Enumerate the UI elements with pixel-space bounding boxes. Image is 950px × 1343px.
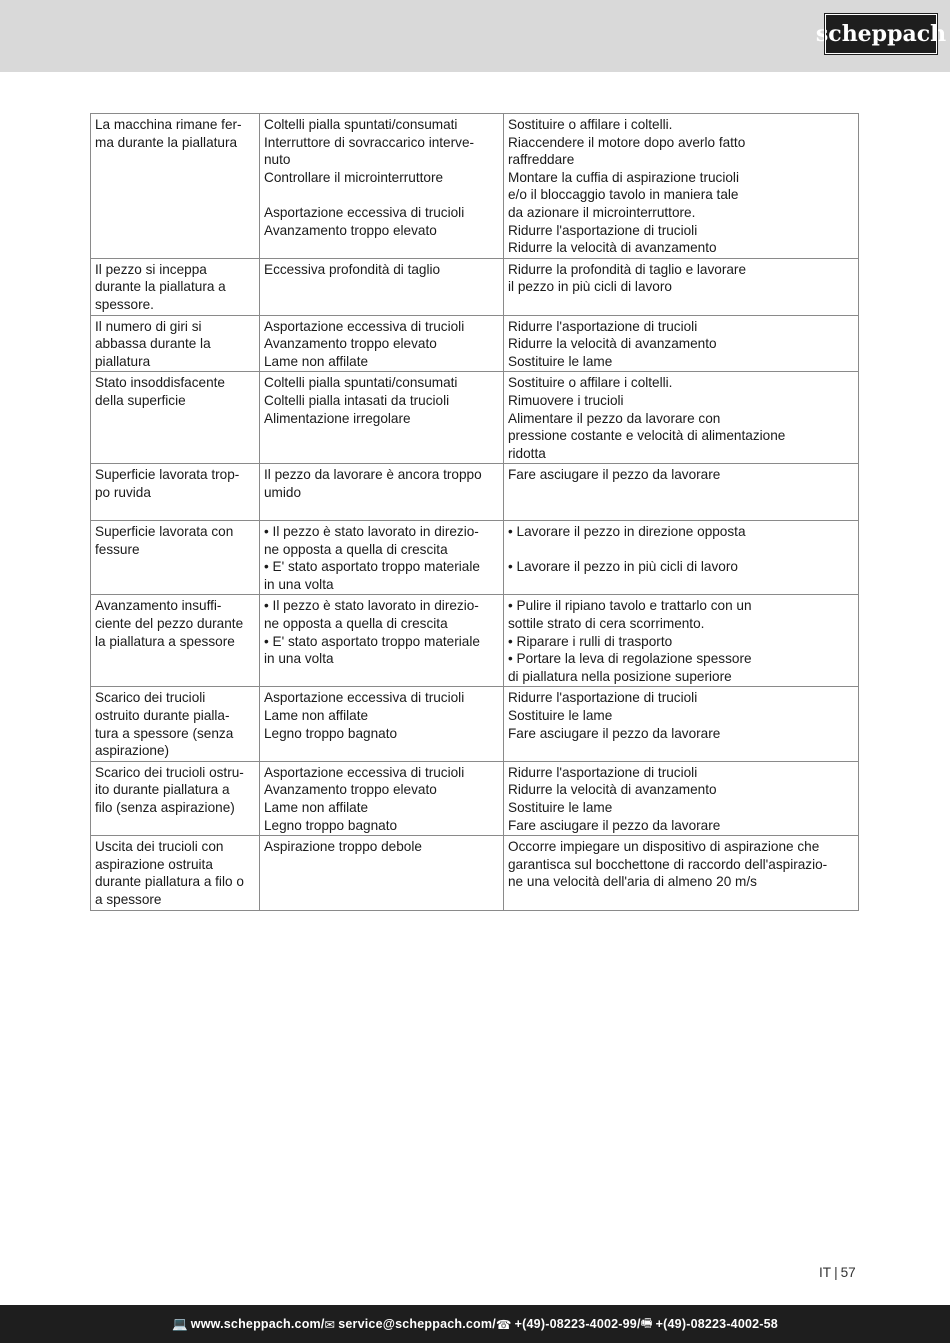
cell-line: piallatura — [95, 353, 151, 369]
remedy-cell — [504, 372, 859, 464]
cell-line: Asportazione eccessiva di trucioli — [264, 318, 465, 334]
cell-line — [264, 186, 499, 204]
problem-cell — [91, 521, 260, 595]
cause-cell — [260, 595, 504, 687]
cell-line: Sostituire le lame — [508, 708, 613, 723]
cell-line: ridotta — [508, 445, 546, 461]
cell-line: in una volta — [264, 651, 334, 667]
cell-line: • Il pezzo è stato lavorato in direzio- — [264, 598, 479, 614]
cell-line: Occorre impiegare un dispositivo di aspirazione che — [508, 839, 820, 855]
cause-cell — [260, 315, 504, 372]
remedy-cell — [504, 315, 859, 372]
cell-line: Avanzamento troppo elevato — [264, 222, 437, 238]
cell-line: ne opposta a quella di crescita — [264, 616, 448, 632]
header-band — [0, 0, 950, 72]
cell-line: Superficie lavorata con — [95, 524, 234, 540]
brand-logo: scheppach — [825, 14, 937, 54]
cause-cell — [260, 521, 504, 595]
page-language: IT — [819, 1265, 832, 1280]
cause-cell — [260, 258, 504, 315]
cell-line: Asportazione eccessiva di trucioli — [264, 690, 465, 706]
cell-line: ostruito durante pialla- — [95, 708, 230, 723]
cell-line: il pezzo in più cicli di lavoro — [508, 279, 672, 295]
problem-cell — [91, 836, 260, 910]
footer-website-link[interactable]: www.scheppach.com — [190, 1317, 321, 1331]
cell-line: ne una velocità dell'aria di almeno 20 m/s — [508, 874, 757, 890]
cell-line: Alimentare il pezzo da lavorare con — [508, 410, 721, 426]
remedy-cell — [504, 836, 859, 910]
cell-line: Il pezzo da lavorare è ancora troppo — [264, 467, 482, 483]
cell-line: • Portare la leva di regolazione spessore — [508, 651, 752, 667]
cell-line: Asportazione eccessiva di trucioli — [264, 764, 465, 780]
cell-line: Eccessiva profondità di taglio — [264, 261, 441, 277]
cause-cell — [260, 836, 504, 910]
cell-line: filo (senza aspirazione) — [95, 799, 235, 815]
cell-line: • Pulire il ripiano tavolo e trattarlo con un — [508, 598, 752, 614]
cell-line: Ridurre la profondità di taglio e lavorare — [508, 261, 747, 277]
fax-icon: 🖷 — [640, 1315, 653, 1330]
remedy-cell — [504, 258, 859, 315]
cell-line: tura a spessore (senza — [95, 725, 234, 741]
cell-line: • Riparare i rulli di trasporto — [508, 633, 673, 649]
cell-line: Scarico dei trucioli — [95, 690, 206, 706]
remedy-cell — [504, 595, 859, 687]
cell-line: sottile strato di cera scorrimento. — [508, 616, 705, 632]
cell-line: Legno troppo bagnato — [264, 725, 398, 741]
cell-line: La macchina rimane fer- — [95, 117, 242, 132]
footer-separator: / — [492, 1317, 496, 1331]
remedy-cell — [504, 464, 859, 521]
problem-cell — [91, 315, 260, 372]
cause-cell — [260, 114, 504, 259]
table-row — [91, 687, 859, 761]
cell-line: ciente del pezzo durante — [95, 616, 244, 632]
cause-cell — [260, 464, 504, 521]
cell-line: abbassa durante la — [95, 336, 211, 352]
cell-line — [264, 501, 499, 519]
cell-line: Ridurre l'asportazione di trucioli — [508, 690, 698, 706]
cell-line: Interruttore di sovraccarico interve- — [264, 134, 475, 150]
table-row — [91, 761, 859, 835]
cell-line: Sostituire o affilare i coltelli. — [508, 117, 673, 132]
cell-line: Avanzamento insuffi- — [95, 598, 222, 614]
troubleshooting-table — [90, 113, 859, 911]
cell-line: Riaccendere il motore dopo averlo fatto — [508, 134, 746, 150]
problem-cell — [91, 595, 260, 687]
cell-line: fessure — [95, 541, 140, 557]
cell-line: Fare asciugare il pezzo da lavorare — [508, 817, 721, 833]
remedy-cell — [504, 687, 859, 761]
table-row — [91, 315, 859, 372]
footer-separator: / — [320, 1317, 325, 1331]
cell-line: Ridurre la velocità di avanzamento — [508, 336, 717, 352]
cell-line: Ridurre la velocità di avanzamento — [508, 782, 717, 798]
cell-line: Superficie lavorata trop- — [95, 467, 240, 483]
cell-line: umido — [264, 484, 302, 500]
cell-line — [95, 501, 255, 519]
footer-contact-bar — [0, 1305, 950, 1343]
cell-line: Avanzamento troppo elevato — [264, 336, 437, 352]
cell-line: Asportazione eccessiva di trucioli — [264, 204, 465, 220]
table-row — [91, 372, 859, 464]
cell-line: • Lavorare il pezzo in direzione opposta — [508, 524, 746, 540]
cell-line: ito durante piallatura a — [95, 782, 230, 798]
page-number-value: 57 — [840, 1265, 856, 1280]
remedy-cell — [504, 521, 859, 595]
problem-cell — [91, 372, 260, 464]
footer-fax: +(49)-08223-4002-58 — [655, 1317, 778, 1331]
cell-line: Coltelli pialla intasati da trucioli — [264, 392, 450, 408]
cell-line: Il pezzo si inceppa — [95, 261, 207, 277]
cell-line: Sostituire o affilare i coltelli. — [508, 375, 673, 391]
cell-line: Scarico dei trucioli ostru- — [95, 764, 244, 780]
cell-line: Alimentazione irregolare — [264, 410, 411, 426]
cell-line: aspirazione) — [95, 743, 170, 759]
cell-line: • E' stato asportato troppo materiale — [264, 633, 480, 649]
cell-line: nuto — [264, 152, 291, 168]
table-row — [91, 114, 859, 259]
computer-icon: 💻 — [172, 1316, 188, 1331]
table-row — [91, 836, 859, 910]
cell-line: Fare asciugare il pezzo da lavorare — [508, 725, 721, 741]
cell-line: Coltelli pialla spuntati/consumati — [264, 375, 458, 391]
cell-line: e/o il bloccaggio tavolo in maniera tale — [508, 187, 739, 203]
cell-line: in una volta — [264, 576, 334, 592]
cause-cell — [260, 687, 504, 761]
cell-line: Sostituire le lame — [508, 353, 613, 369]
remedy-cell — [504, 114, 859, 259]
cell-line: Rimuovere i trucioli — [508, 392, 624, 408]
table-row — [91, 464, 859, 521]
cell-line: la piallatura a spessore — [95, 633, 235, 649]
cell-line: durante piallatura a filo o — [95, 874, 244, 890]
cell-line: della superficie — [95, 392, 186, 408]
cell-line: po ruvida — [95, 484, 151, 500]
page-separator: | — [834, 1265, 838, 1280]
cell-line: • Il pezzo è stato lavorato in direzio- — [264, 524, 479, 540]
cell-line: Legno troppo bagnato — [264, 817, 398, 833]
cell-line: Il numero di giri si — [95, 318, 202, 334]
cell-line: Lame non affilate — [264, 353, 369, 369]
remedy-cell — [504, 761, 859, 835]
cell-line: • Lavorare il pezzo in più cicli di lavoro — [508, 559, 738, 575]
cell-line: Lame non affilate — [264, 799, 369, 815]
cell-line: Ridurre l'asportazione di trucioli — [508, 318, 698, 334]
cell-line: ne opposta a quella di crescita — [264, 541, 448, 557]
cell-line: raffreddare — [508, 152, 575, 168]
problem-cell — [91, 761, 260, 835]
cell-line: Montare la cuffia di aspirazione trucioli — [508, 169, 739, 185]
cell-line: garantisca sul bocchettone di raccordo dell'aspirazio- — [508, 856, 828, 872]
table-row — [91, 521, 859, 595]
cell-line: spessore. — [95, 296, 154, 312]
cause-cell — [260, 372, 504, 464]
table-row — [91, 595, 859, 687]
page-number — [819, 1265, 856, 1280]
cell-line: Ridurre l'asportazione di trucioli — [508, 764, 698, 780]
footer-email-link[interactable]: service@scheppach.com — [338, 1317, 493, 1331]
cell-line: Avanzamento troppo elevato — [264, 782, 437, 798]
problem-cell — [91, 464, 260, 521]
cell-line: da azionare il microinterruttore. — [508, 204, 696, 220]
cell-line: pressione costante e velocità di alimentazione — [508, 428, 786, 444]
mail-icon: ✉ — [324, 1317, 336, 1332]
problem-cell — [91, 114, 260, 259]
cell-line: Coltelli pialla spuntati/consumati — [264, 117, 458, 132]
footer-phone: +(49)-08223-4002-99 — [514, 1317, 637, 1331]
footer-separator: / — [636, 1317, 641, 1331]
cell-line: aspirazione ostruita — [95, 856, 213, 872]
cell-line: Ridurre l'asportazione di trucioli — [508, 222, 698, 238]
table-row — [91, 258, 859, 315]
problem-cell — [91, 687, 260, 761]
cell-line: Fare asciugare il pezzo da lavorare — [508, 467, 721, 483]
cell-line: di piallatura nella posizione superiore — [508, 668, 732, 684]
cell-line: Uscita dei trucioli con — [95, 839, 224, 855]
cell-line: a spessore — [95, 891, 162, 907]
cell-line: Sostituire le lame — [508, 799, 613, 815]
cell-line — [508, 541, 854, 559]
cell-line: Controllare il microinterruttore — [264, 169, 444, 185]
cell-line: Ridurre la velocità di avanzamento — [508, 240, 717, 256]
cell-line: Lame non affilate — [264, 708, 369, 723]
cell-line: Stato insoddisfacente — [95, 375, 225, 391]
cause-cell — [260, 761, 504, 835]
phone-icon: ☎ — [495, 1317, 512, 1332]
cell-line: ma durante la piallatura — [95, 134, 238, 150]
problem-cell — [91, 258, 260, 315]
cell-line: • E' stato asportato troppo materiale — [264, 559, 480, 575]
cell-line: Aspirazione troppo debole — [264, 839, 422, 855]
cell-line: durante la piallatura a — [95, 279, 226, 295]
